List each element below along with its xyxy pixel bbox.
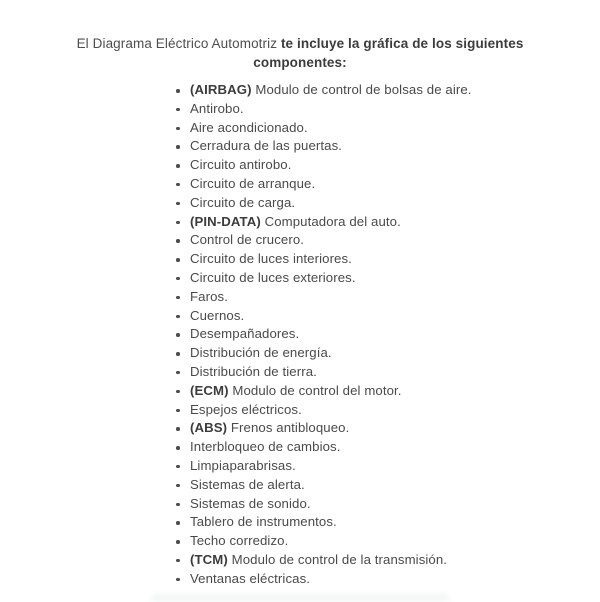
component-name: Circuito de luces exteriores. xyxy=(190,269,356,285)
list-item xyxy=(176,269,472,288)
component-name: Aire acondicionado. xyxy=(190,119,308,135)
component-code: (ABS) xyxy=(190,420,231,436)
component-name: Cuernos. xyxy=(190,307,245,323)
component-name: Cerradura de las puertas. xyxy=(190,138,343,154)
component-name: Circuito de arranque. xyxy=(190,175,316,191)
list-item xyxy=(176,307,472,326)
title-bold-text: te incluye la gráfica de los siguientes xyxy=(280,36,524,51)
component-name: Computadora del auto. xyxy=(264,213,401,229)
component-code: (TCM) xyxy=(190,551,232,567)
component-name: Desempañadores. xyxy=(190,326,300,342)
list-item xyxy=(176,438,472,457)
list-item xyxy=(176,570,472,589)
list-item xyxy=(176,551,472,570)
list-item xyxy=(176,382,472,401)
component-name: Modulo de control de la transmisión. xyxy=(231,551,448,567)
component-name: Sistemas de alerta. xyxy=(190,476,305,492)
list-item xyxy=(176,363,472,382)
component-name: Interbloqueo de cambios. xyxy=(190,439,341,455)
title-regular-text: El Diagrama Eléctrico Automotriz xyxy=(76,36,281,51)
list-item xyxy=(176,495,472,514)
list-item xyxy=(176,250,472,269)
list-item xyxy=(176,175,472,194)
component-name: Sistemas de sonido. xyxy=(190,495,311,511)
list-item xyxy=(176,532,472,551)
list-item xyxy=(176,325,472,344)
list-item xyxy=(176,401,472,420)
component-name: Faros. xyxy=(190,288,228,304)
component-name: Frenos antibloqueo. xyxy=(230,420,350,436)
list-item xyxy=(176,81,472,100)
component-name: Ventanas eléctricas. xyxy=(190,570,311,586)
component-name: Circuito antirobo. xyxy=(190,157,292,173)
component-name: Control de crucero. xyxy=(190,232,305,248)
component-code: (ECM) xyxy=(190,382,233,398)
list-item xyxy=(176,513,472,532)
component-name: Tablero de instrumentos. xyxy=(190,514,337,530)
list-item xyxy=(176,194,472,213)
component-name: Modulo de control de bolsas de aire. xyxy=(255,82,472,97)
list-item xyxy=(176,213,472,232)
component-name: Distribución de energía. xyxy=(190,345,332,361)
component-name: Antirobo. xyxy=(190,100,244,116)
component-name: Circuito de luces interiores. xyxy=(190,251,352,267)
component-name: Limpiaparabrisas. xyxy=(190,457,296,473)
components-list xyxy=(176,81,472,589)
list-item xyxy=(176,100,472,119)
page-title xyxy=(0,35,600,72)
component-name: Espejos eléctricos. xyxy=(190,401,302,417)
list-item xyxy=(176,344,472,363)
component-name: Circuito de carga. xyxy=(190,194,296,210)
component-code: (AIRBAG) xyxy=(190,82,256,97)
list-item xyxy=(176,476,472,495)
list-item xyxy=(176,231,472,250)
component-name: Distribución de tierra. xyxy=(190,363,317,379)
title-line-1 xyxy=(0,35,600,54)
list-item xyxy=(176,457,472,476)
component-code: (PIN-DATA) xyxy=(190,213,265,229)
component-name: Modulo de control del motor. xyxy=(232,382,402,398)
component-name: Techo corredizo. xyxy=(190,533,289,549)
title-line-2: componentes: xyxy=(253,54,347,70)
list-item xyxy=(176,137,472,156)
list-item xyxy=(176,288,472,307)
bottom-shadow xyxy=(150,594,450,602)
list-item xyxy=(176,119,472,138)
list-item xyxy=(176,156,472,175)
list-item xyxy=(176,419,472,438)
